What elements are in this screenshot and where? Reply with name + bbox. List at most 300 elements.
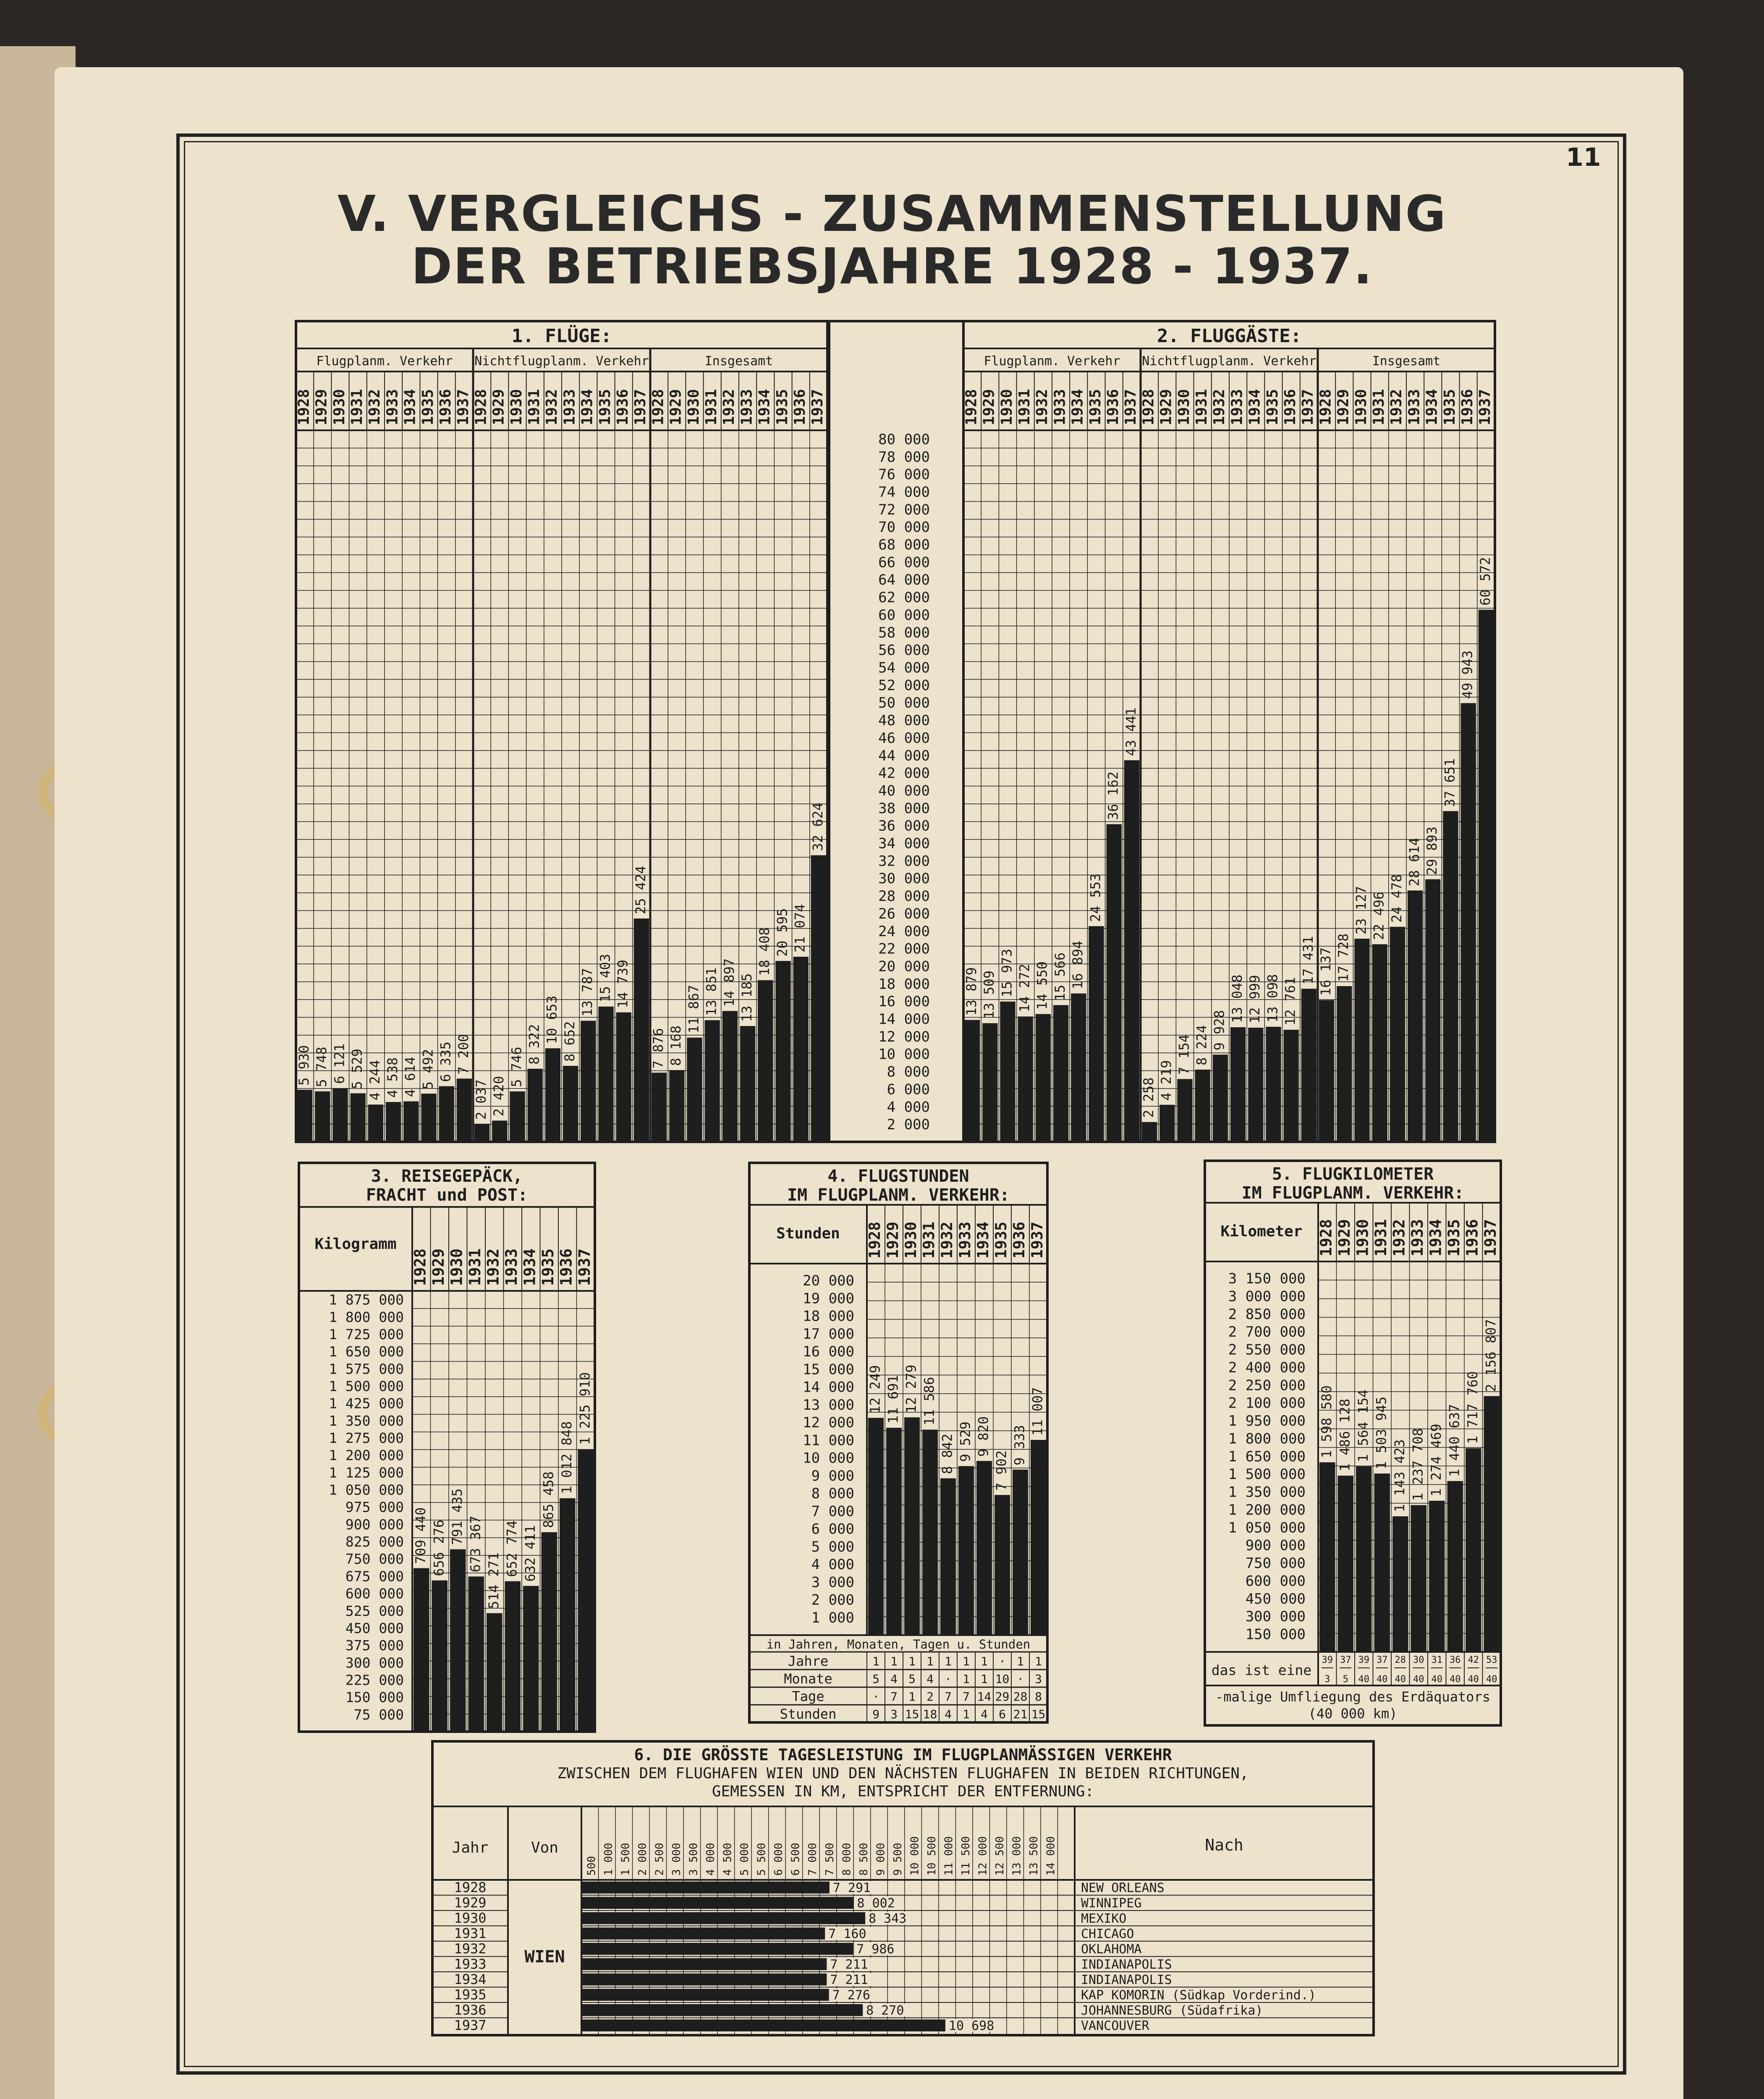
chart4-scale-label: 15 000 xyxy=(803,1361,854,1378)
chart2-g1-bar-1937 xyxy=(1301,989,1316,1142)
scale-label: 22 000 xyxy=(878,940,930,958)
chart2-g1-label-1934: 12 999 xyxy=(1247,975,1263,1023)
chart1-g2-years-1928: 1928 xyxy=(649,389,667,425)
chart6-year-1935: 1935 xyxy=(454,1986,487,2003)
chart5-fraction-num: 39 xyxy=(1322,1655,1333,1665)
chart2-g1-years-1930: 1930 xyxy=(1175,389,1193,425)
chart4-table-cell: · xyxy=(999,1654,1006,1668)
chart4-table-cell: 1 xyxy=(981,1654,988,1668)
chart4-table-row-label: Tage xyxy=(792,1688,824,1704)
chart1-g2-years-1936: 1936 xyxy=(791,389,809,425)
chart2-g0-years-1928: 1928 xyxy=(963,389,980,425)
chart2-g0-years-1929: 1929 xyxy=(980,389,998,425)
chart5-scale-label: 1 500 000 xyxy=(1228,1466,1306,1483)
chart3-scale-label: 1 275 000 xyxy=(329,1430,404,1446)
chart5-years-1929: 1929 xyxy=(1335,1219,1353,1256)
chart5-fraction-num: 37 xyxy=(1340,1655,1351,1665)
chart4-years-1929: 1929 xyxy=(883,1221,902,1259)
chart4-table-cell: 5 xyxy=(908,1672,916,1686)
chart1-g1-years-1930: 1930 xyxy=(508,389,525,425)
chart2-g2-label-1936: 49 943 xyxy=(1459,650,1476,699)
chart3-scale-label: 750 000 xyxy=(345,1551,404,1568)
chart5-title-line1: 5. FLUGKILOMETER xyxy=(1272,1165,1434,1184)
chart6-axis-label: 12 000 xyxy=(976,1836,989,1876)
chart1-g2-bar-1929 xyxy=(669,1070,684,1142)
chart1-g0-label-1928: 5 930 xyxy=(296,1045,312,1086)
chart4-years-1936: 1936 xyxy=(1010,1221,1028,1259)
chart5-years-1930: 1930 xyxy=(1353,1219,1372,1256)
chart4-scale-label: 9 000 xyxy=(811,1467,854,1484)
chart1-g1-bar-1936 xyxy=(616,1013,631,1142)
chart4-label-1932: 8 842 xyxy=(939,1434,955,1474)
chart5-label-1929: 1 486 128 xyxy=(1337,1398,1353,1472)
chart2-g1-bar-1935 xyxy=(1266,1027,1281,1142)
scale-label: 80 000 xyxy=(878,431,930,448)
chart6-destination-1928: NEW ORLEANS xyxy=(1081,1881,1165,1895)
chart5-years-1928: 1928 xyxy=(1317,1219,1335,1256)
chart2-group-0-title: Flugplanm. Verkehr xyxy=(984,354,1120,369)
chart5-scale-label: 3 000 000 xyxy=(1228,1288,1306,1305)
chart4-years-1935: 1935 xyxy=(992,1221,1010,1259)
chart6-label-1929: 8 002 xyxy=(857,1896,895,1911)
chart6-label-1934: 7 211 xyxy=(830,1973,868,1987)
chart1-g1-bar-1930 xyxy=(510,1091,525,1142)
chart6-label-1937: 10 698 xyxy=(948,2018,995,2034)
chart1-g2-label-1928: 7 876 xyxy=(650,1028,666,1069)
chart2-g0-bar-1935 xyxy=(1089,926,1104,1142)
chart2-g0-years-1936: 1936 xyxy=(1104,389,1122,425)
chart1-g0-bar-1928 xyxy=(297,1090,312,1142)
chart4-table-cell: 1 xyxy=(926,1654,934,1668)
chart4-years-1933: 1933 xyxy=(955,1221,974,1259)
chart1-g1-years-1932: 1932 xyxy=(543,389,561,425)
scale-label: 12 000 xyxy=(878,1028,930,1045)
scale-label: 56 000 xyxy=(878,642,930,659)
chart4-label-1935: 7 902 xyxy=(993,1450,1010,1491)
chart2-g2-years-1930: 1930 xyxy=(1352,389,1370,425)
chart1-g2-label-1932: 14 897 xyxy=(721,958,737,1007)
chart2-g0-bar-1931 xyxy=(1018,1016,1033,1142)
chart2-g0-bar-1934 xyxy=(1071,993,1086,1142)
chart1-g1-bar-1929 xyxy=(492,1120,507,1142)
chart2-g1-years-1934: 1934 xyxy=(1246,389,1264,425)
chart4-table-cell: 7 xyxy=(963,1690,970,1704)
chart1-g2-bar-1934 xyxy=(758,980,773,1142)
scale-label: 48 000 xyxy=(878,712,930,729)
chart1-g0-years-1930: 1930 xyxy=(330,389,348,425)
chart2-g2-bar-1934 xyxy=(1425,879,1440,1142)
chart2-g1-bar-1928 xyxy=(1142,1122,1157,1142)
chart5-scale-label: 2 850 000 xyxy=(1228,1306,1306,1323)
chart5-label-1931: 1 503 945 xyxy=(1373,1396,1390,1470)
chart2-g1-label-1935: 13 098 xyxy=(1264,974,1281,1023)
chart6-col-from: Von xyxy=(531,1839,559,1856)
scale-label: 10 000 xyxy=(878,1046,930,1063)
chart5-bar-1936 xyxy=(1466,1448,1481,1652)
chart5-ylabel: Kilometer xyxy=(1220,1223,1303,1240)
chart3-scale-label: 1 200 000 xyxy=(329,1447,404,1464)
chart2-g1-label-1930: 7 154 xyxy=(1176,1034,1192,1075)
chart4-bar-1936 xyxy=(1013,1470,1028,1635)
chart2-g1-years-1932: 1932 xyxy=(1211,389,1228,425)
scale-label: 76 000 xyxy=(878,466,930,483)
chart1-g2-years-1937: 1937 xyxy=(809,389,827,425)
chart4-years-1930: 1930 xyxy=(901,1221,920,1259)
chart1-g2-bar-1930 xyxy=(687,1038,702,1142)
chart4-title-line1: 4. FLUGSTUNDEN xyxy=(827,1167,969,1186)
chart1-g2-bar-1935 xyxy=(775,961,790,1142)
chart5-scale-label: 1 050 000 xyxy=(1228,1519,1306,1536)
chart5-scale-label: 3 150 000 xyxy=(1228,1270,1306,1287)
chart6-bar-1935 xyxy=(581,1989,829,2001)
chart6-axis-label: 11 500 xyxy=(959,1836,972,1876)
chart4-table-cell: 1 xyxy=(963,1672,970,1686)
scale-label: 60 000 xyxy=(878,607,930,624)
chart1-g1-bar-1937 xyxy=(634,919,649,1142)
chart6-bar-1933 xyxy=(581,1958,827,1971)
chart2-g0-bar-1930 xyxy=(1000,1002,1015,1142)
chart2-g1-bar-1933 xyxy=(1230,1027,1246,1142)
chart6-bar-1930 xyxy=(581,1912,865,1924)
chart6-destination-1929: WINNIPEG xyxy=(1081,1896,1142,1911)
chart1-g0-label-1931: 5 529 xyxy=(349,1048,365,1089)
chart5-footnote-line1: -malige Umfliegung des Erdäquators xyxy=(1215,1689,1491,1705)
chart3-scale-label: 375 000 xyxy=(345,1637,404,1654)
chart1-g1-bar-1931 xyxy=(528,1069,543,1142)
chart6-axis-label: 8 500 xyxy=(857,1843,870,1876)
chart4-table-cell: 3 xyxy=(890,1707,898,1721)
chart6-year-1933: 1933 xyxy=(454,1956,487,1972)
chart1-g2-years-1935: 1935 xyxy=(773,389,791,425)
chart4-label-1936: 9 333 xyxy=(1011,1425,1028,1466)
chart5-scale-label: 150 000 xyxy=(1245,1626,1306,1643)
chart4-scale-label: 7 000 xyxy=(811,1503,854,1520)
chart3-scale-label: 150 000 xyxy=(345,1689,404,1706)
chart3-scale-label: 1 725 000 xyxy=(329,1326,404,1343)
chart4-title-line2: IM FLUGPLANM. VERKEHR: xyxy=(787,1186,1010,1205)
chart3-scale-label: 1 500 000 xyxy=(329,1378,404,1395)
chart2-g2-label-1934: 29 893 xyxy=(1424,826,1440,875)
chart6-axis-label: 3 500 xyxy=(687,1843,700,1876)
chart5-fraction-num: 36 xyxy=(1450,1655,1461,1665)
chart6-destination-1930: MEXIKO xyxy=(1081,1911,1127,1926)
chart1-g0-years-1932: 1932 xyxy=(366,389,384,425)
chart5-bar-1937 xyxy=(1484,1396,1500,1652)
chart6-title-line2: ZWISCHEN DEM FLUGHAFEN WIEN UND DEN NÄCHSTEN FLUGHAFEN IN BEIDEN RICHTUNGEN, xyxy=(557,1765,1249,1782)
chart5-years-1935: 1935 xyxy=(1445,1219,1463,1256)
chart4-table-cell: 1 xyxy=(908,1654,916,1668)
chart2-g0-label-1935: 24 553 xyxy=(1087,873,1104,922)
chart4-table-cell: 1 xyxy=(963,1707,970,1721)
scale-label: 26 000 xyxy=(878,905,930,922)
chart2-g1-bar-1930 xyxy=(1177,1079,1192,1142)
chart3-scale-label: 1 650 000 xyxy=(329,1343,404,1360)
chart2-g1-bar-1931 xyxy=(1195,1070,1210,1142)
chart1-g1-years-1935: 1935 xyxy=(596,389,614,425)
chart2-g0-label-1934: 16 894 xyxy=(1070,940,1086,989)
chart1-g2-years-1929: 1929 xyxy=(667,389,685,425)
scale-label: 54 000 xyxy=(878,660,930,676)
chart4-table-cell: 10 xyxy=(995,1672,1010,1686)
chart5-fraction-den: 40 xyxy=(1486,1674,1497,1685)
chart4-bar-1932 xyxy=(940,1478,956,1635)
chart2-g1-label-1937: 17 431 xyxy=(1300,936,1316,985)
chart5-scale-label: 750 000 xyxy=(1245,1555,1306,1572)
scale-label: 50 000 xyxy=(878,694,930,712)
chart2-g1-label-1931: 8 224 xyxy=(1193,1025,1210,1065)
chart2-g2-bar-1930 xyxy=(1354,939,1369,1142)
scale-label: 68 000 xyxy=(878,537,930,554)
chart2-g1-label-1929: 4 219 xyxy=(1158,1060,1175,1101)
chart6-axis-label: 13 500 xyxy=(1027,1836,1040,1876)
chart3-title-line1: 3. REISEGEPÄCK, xyxy=(371,1167,523,1186)
chart4-table-cell: 15 xyxy=(905,1707,919,1721)
chart1-g1-bar-1928 xyxy=(474,1124,489,1142)
chart6-bar-1936 xyxy=(581,2004,863,2016)
scale-label: 4 000 xyxy=(887,1099,930,1116)
scale-label: 74 000 xyxy=(878,484,930,501)
chart1-g1-label-1930: 5 746 xyxy=(508,1047,525,1087)
chart5-years-1936: 1936 xyxy=(1463,1219,1481,1256)
chart3-years-1930: 1930 xyxy=(448,1248,466,1286)
chart5-fraction-den: 40 xyxy=(1377,1674,1388,1685)
chart4-scale-label: 17 000 xyxy=(803,1325,854,1343)
chart5-fraction-num: 39 xyxy=(1358,1655,1369,1665)
chart4-bar-1929 xyxy=(886,1428,902,1635)
chart6-axis-label: 1 500 xyxy=(619,1843,632,1876)
chart1-group-0-title: Flugplanm. Verkehr xyxy=(316,354,453,369)
chart1-g0-years-1937: 1937 xyxy=(455,389,472,425)
chart2-g2-bar-1933 xyxy=(1408,890,1423,1142)
chart2-g0-years-1934: 1934 xyxy=(1069,389,1086,425)
chart2-g2-label-1935: 37 651 xyxy=(1442,758,1458,807)
chart2-g2-bar-1928 xyxy=(1319,1000,1334,1142)
chart2-g2-bar-1936 xyxy=(1461,703,1476,1142)
chart2-g1-bar-1929 xyxy=(1159,1105,1175,1142)
chart3-years-1928: 1928 xyxy=(411,1248,429,1286)
scale-label: 8 000 xyxy=(887,1063,930,1081)
scale-label: 62 000 xyxy=(878,589,930,606)
chart4-table-cell: 7 xyxy=(890,1690,898,1704)
chart1-g1-years-1928: 1928 xyxy=(472,389,490,425)
chart3-bar-1930 xyxy=(450,1549,466,1732)
chart4-table-cell: 4 xyxy=(890,1672,898,1686)
chart3-label-1936: 1 012 848 xyxy=(558,1421,575,1494)
chart1-g1-label-1935: 15 403 xyxy=(597,954,613,1002)
chart1-g1-label-1928: 2 037 xyxy=(473,1079,489,1120)
scale-label: 14 000 xyxy=(878,1011,930,1028)
chart5-scale-label: 900 000 xyxy=(1245,1537,1306,1554)
chart4-scale-label: 18 000 xyxy=(803,1308,854,1325)
chart1-g2-bar-1933 xyxy=(740,1026,755,1142)
chart1-g2-label-1929: 8 168 xyxy=(668,1025,684,1066)
chart2-g1-label-1936: 12 761 xyxy=(1282,977,1298,1026)
chart1-g0-years-1929: 1929 xyxy=(313,389,330,425)
chart1-g2-years-1934: 1934 xyxy=(756,389,773,425)
chart2-g2-bar-1931 xyxy=(1372,944,1387,1142)
chart6-destination-1937: VANCOUVER xyxy=(1081,2018,1149,2034)
chart3-scale-label: 975 000 xyxy=(345,1499,404,1515)
chart4-scale-label: 8 000 xyxy=(811,1485,854,1502)
chart4-label-1931: 11 586 xyxy=(921,1377,937,1426)
chart6-axis-label: 2 500 xyxy=(653,1843,666,1876)
chart1-g2-label-1934: 18 408 xyxy=(756,927,773,976)
chart5-label-1936: 1 717 760 xyxy=(1464,1371,1481,1444)
chart1-g0-bar-1929 xyxy=(315,1091,330,1142)
chart1-g0-bar-1934 xyxy=(403,1101,419,1142)
chart6-axis-label: 5 000 xyxy=(738,1843,751,1876)
chart1-g1-label-1937: 25 424 xyxy=(632,866,649,914)
chart4-label-1934: 9 820 xyxy=(975,1416,992,1457)
chart4-bar-1928 xyxy=(868,1418,884,1635)
chart1-g0-bar-1937 xyxy=(457,1078,472,1142)
chart1-g1-bar-1935 xyxy=(598,1007,613,1142)
chart6-axis-label: 14 000 xyxy=(1044,1836,1057,1876)
chart1-g0-label-1936: 6 335 xyxy=(437,1042,454,1082)
chart5-fraction-num: 37 xyxy=(1377,1655,1388,1665)
chart6-year-1931: 1931 xyxy=(454,1925,487,1942)
chart2-g0-years-1935: 1935 xyxy=(1086,389,1104,425)
chart2-title: 2. FLUGGÄSTE: xyxy=(1157,325,1302,347)
chart1-g0-years-1934: 1934 xyxy=(401,389,419,425)
scale-label: 6 000 xyxy=(887,1081,930,1098)
chart5-label-1934: 1 274 469 xyxy=(1428,1424,1444,1497)
scale-label: 78 000 xyxy=(878,448,930,466)
chart2-g1-bar-1932 xyxy=(1213,1055,1228,1142)
chart3-years-1932: 1932 xyxy=(484,1248,503,1286)
chart2-g0-label-1930: 15 973 xyxy=(999,949,1015,997)
chart6-from-value: WIEN xyxy=(524,1947,565,1967)
chart6-axis-label: 7 500 xyxy=(823,1843,836,1876)
chart3-label-1928: 709 440 xyxy=(412,1507,429,1564)
chart6-year-1930: 1930 xyxy=(454,1910,487,1926)
chart1-g2-bar-1937 xyxy=(811,855,826,1142)
chart3-scale-label: 1 125 000 xyxy=(329,1464,404,1481)
chart2-g0-label-1936: 36 162 xyxy=(1105,771,1121,820)
chart2-g2-years-1932: 1932 xyxy=(1388,389,1405,425)
chart5-bar-1931 xyxy=(1374,1473,1390,1652)
chart1-g0-label-1930: 6 121 xyxy=(331,1043,348,1084)
chart4-label-1933: 9 529 xyxy=(957,1421,974,1462)
chart3-bar-1933 xyxy=(505,1581,521,1732)
scale-label: 34 000 xyxy=(878,835,930,852)
chart5-fraction-den: 40 xyxy=(1431,1674,1442,1685)
chart5-scale-label: 1 950 000 xyxy=(1228,1413,1306,1430)
scale-label: 30 000 xyxy=(878,870,930,887)
scale-label: 24 000 xyxy=(878,923,930,940)
chart4-table-cell: 1 xyxy=(1035,1654,1042,1668)
chart3-scale-label: 225 000 xyxy=(345,1672,404,1688)
chart3-scale-label: 525 000 xyxy=(345,1602,404,1619)
chart1-g2-label-1936: 21 074 xyxy=(792,904,808,953)
chart4-scale-label: 11 000 xyxy=(803,1432,854,1449)
chart5-fraction-den: 40 xyxy=(1358,1674,1369,1685)
chart3-years-1937: 1937 xyxy=(575,1248,594,1286)
chart1-g0-years-1933: 1933 xyxy=(384,389,401,425)
chart6-bar-1931 xyxy=(581,1928,825,1940)
chart2-group-2-title: Insgesamt xyxy=(1372,354,1441,369)
chart1-g2-years-1932: 1932 xyxy=(720,389,738,425)
chart2-g0-label-1929: 13 509 xyxy=(981,970,997,1019)
chart3-years-1935: 1935 xyxy=(539,1248,557,1286)
chart3-scale-label: 675 000 xyxy=(345,1568,404,1585)
chart6-destination-1934: INDIANAPOLIS xyxy=(1081,1973,1172,1987)
chart4-table-cell: 1 xyxy=(945,1654,952,1668)
chart6-label-1930: 8 343 xyxy=(869,1911,907,1926)
chart1-g0-label-1933: 4 538 xyxy=(384,1057,400,1098)
chart4-table-cell: 1 xyxy=(963,1654,970,1668)
chart2-g2-years-1928: 1928 xyxy=(1317,389,1335,425)
chart6-axis-label: 5 500 xyxy=(755,1843,768,1876)
chart3-bar-1929 xyxy=(432,1581,448,1732)
chart4-bar-1930 xyxy=(904,1417,920,1635)
chart2-g0-bar-1936 xyxy=(1107,824,1122,1142)
scale-label: 38 000 xyxy=(878,800,930,817)
chart5-fraction-num: 53 xyxy=(1486,1655,1497,1665)
chart1-g2-years-1931: 1931 xyxy=(702,389,720,425)
chart5-bar-1933 xyxy=(1411,1505,1426,1652)
chart3-scale-label: 1 875 000 xyxy=(329,1291,404,1308)
chart3-label-1934: 632 411 xyxy=(522,1525,538,1582)
chart4-table-cell: · xyxy=(1017,1672,1024,1686)
chart1-g0-label-1929: 5 748 xyxy=(314,1047,330,1087)
chart4-table-cell: 1 xyxy=(890,1654,898,1668)
chart2-g1-years-1936: 1936 xyxy=(1281,389,1299,425)
chart2-g2-years-1934: 1934 xyxy=(1423,389,1441,425)
chart4-table-cell: 29 xyxy=(995,1690,1010,1704)
chart2-g0-years-1937: 1937 xyxy=(1122,389,1140,425)
chart6-axis-label: 13 000 xyxy=(1010,1836,1023,1876)
chart3-label-1937: 1 225 910 xyxy=(577,1372,593,1445)
chart4-scale-label: 14 000 xyxy=(803,1379,854,1396)
scale-label: 16 000 xyxy=(878,993,930,1010)
chart1-g2-bar-1931 xyxy=(705,1020,720,1142)
chart2-g0-bar-1929 xyxy=(982,1023,997,1142)
chart4-table-cell: 2 xyxy=(926,1690,934,1704)
chart4-table-cell: 18 xyxy=(923,1707,937,1721)
chart6-axis-label: 11 000 xyxy=(942,1836,955,1876)
chart3-scale-label: 1 050 000 xyxy=(329,1481,404,1498)
chart1-g0-bar-1931 xyxy=(351,1093,366,1142)
chart1-g2-bar-1936 xyxy=(793,957,809,1142)
chart1-g1-years-1936: 1936 xyxy=(614,389,631,425)
chart1-g1-years-1929: 1929 xyxy=(490,389,508,425)
chart3-label-1931: 673 367 xyxy=(467,1515,484,1573)
chart1-g1-label-1932: 10 653 xyxy=(544,995,560,1044)
chart1-g2-bar-1928 xyxy=(652,1073,667,1142)
chart3-label-1930: 791 435 xyxy=(449,1488,465,1545)
scale-label: 2 000 xyxy=(887,1116,930,1133)
chart2-g2-bar-1932 xyxy=(1390,927,1405,1142)
chart4-table-cell: 1 xyxy=(872,1654,879,1668)
chart6-axis-label: 12 500 xyxy=(993,1836,1006,1876)
chart4-scale-label: 16 000 xyxy=(803,1343,854,1360)
chart5-label-1932: 1 143 423 xyxy=(1391,1439,1408,1512)
chart1-g0-bar-1930 xyxy=(332,1088,348,1142)
chart4-table-row-label: Stunden xyxy=(780,1706,837,1722)
chart6-axis-label: 6 000 xyxy=(772,1843,785,1876)
chart2-group-1-title: Nichtflugplanm. Verkehr xyxy=(1142,354,1316,369)
chart4-table-row-label: Jahre xyxy=(788,1653,829,1669)
chart6-axis-label: 4 500 xyxy=(721,1843,734,1876)
chart1-g0-bar-1933 xyxy=(386,1102,401,1142)
chart6-axis-label: 4 000 xyxy=(704,1843,717,1876)
chart1-g0-bar-1932 xyxy=(368,1104,383,1142)
chart6-col-to: Nach xyxy=(1205,1836,1243,1854)
chart3-years-1933: 1933 xyxy=(502,1248,521,1286)
chart2-g2-bar-1929 xyxy=(1337,986,1352,1142)
chart4-ylabel: Stunden xyxy=(776,1225,840,1242)
